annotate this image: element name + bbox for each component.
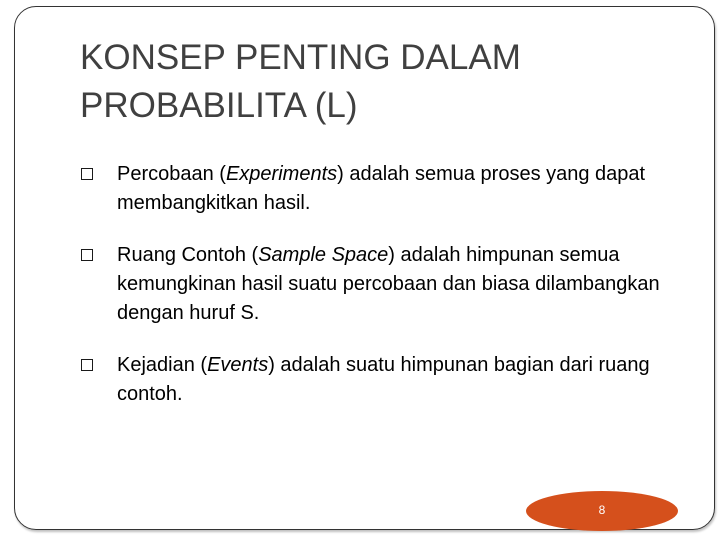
square-bullet-icon — [81, 359, 93, 371]
bullet-text-italic: Sample Space — [258, 244, 389, 266]
bullet-text-after: ) adalah semua proses yang dapat membangkitkan hasil. — [117, 163, 646, 214]
square-bullet-icon — [81, 249, 93, 261]
bullet-list — [80, 160, 705, 432]
bullet-text-before: Kejadian ( — [117, 354, 208, 376]
page-number-badge — [526, 491, 678, 531]
page-number: 8 — [598, 503, 606, 517]
bullet-text-before: Percobaan ( — [117, 163, 226, 185]
bullet-text-italic: Events — [207, 354, 269, 376]
bullet-text-italic: Experiments — [225, 163, 338, 185]
bullet-text-before: Ruang Contoh ( — [117, 244, 259, 266]
square-bullet-icon — [81, 168, 93, 180]
bullet-item-experiments — [80, 160, 705, 218]
bullet-item-sample-space — [80, 241, 705, 328]
slide-title-line-2: PROBABILITA (L) — [80, 86, 358, 125]
bullet-text-after: ) adalah suatu himpunan bagian dari ruang contoh. — [117, 354, 650, 405]
bullet-item-events — [80, 351, 705, 409]
bullet-text-after: ) adalah himpunan semua kemungkinan hasil suatu percobaan dan biasa dilambangkan dengan huruf S. — [117, 244, 660, 324]
slide-title-line-1: KONSEP PENTING DALAM — [80, 38, 521, 77]
slide-title — [80, 34, 680, 130]
